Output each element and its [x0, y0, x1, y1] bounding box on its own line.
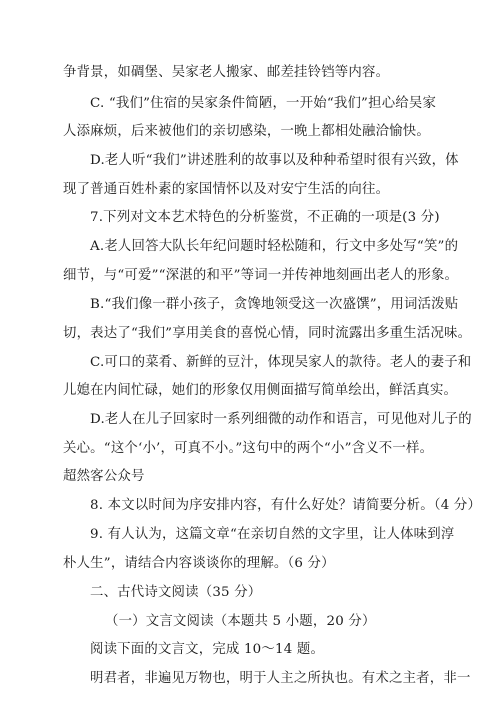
passage-text: 明君者，非遍见万物也，明于人主之所执也。有术之主者，非一	[90, 671, 471, 686]
text-line: 儿媳在内间忙碌，她们的形象仅用侧面描写简单绘出，鲜活真实。	[63, 383, 458, 398]
option-c-line: C.可口的菜肴、新鲜的豆汁，体现吴家人的款待。老人的妻子和	[90, 355, 472, 370]
subsection-heading: （一）文言文阅读（本题共 5 小题，20 分）	[105, 614, 376, 629]
option-d-line: D.老人在儿子回家时一系列细微的动作和语言，可见他对儿子的	[90, 412, 472, 427]
option-d-line: D.老人听“我们”讲述胜利的故事以及种种希望时很有兴致，体	[90, 153, 459, 168]
question-9: 9. 有人认为，这篇文章“在亲切自然的文字里，让人体味到淳	[90, 527, 455, 542]
question-7: 7.下列对文本艺术特色的分析鉴赏，不正确的一项是(3 分)	[90, 210, 440, 225]
option-c-line: C. “我们”住宿的吴家条件简陋，一开始“我们”担心给吴家	[90, 96, 437, 111]
question-8: 8. 本文以时间为序安排内容，有什么好处？请简要分析。（4 分）	[90, 498, 482, 513]
text-line: 人添麻烦，后来被他们的亲切感染，一晚上都相处融洽愉快。	[63, 124, 430, 139]
section-heading: 二、古代诗文阅读（35 分）	[90, 585, 262, 600]
text-line: 争背景，如碉堡、吴家老人搬家、邮差挂铃铛等内容。	[63, 65, 390, 80]
text-line: 切，表达了“我们”享用美食的喜悦心情，同时流露出多重生活况味。	[63, 326, 472, 341]
text-line: 关心。“这个‘小’，可真不小。”这句中的两个“小”含义不一样。	[63, 441, 434, 456]
option-a-line: A.老人回答大队长年纪问题时轻松随和，行文中多处写“笑”的	[90, 239, 459, 254]
reading-instruction: 阅读下面的文言文，完成 10～14 题。	[90, 642, 325, 657]
option-b-line: B.“我们像一群小孩子，贪馋地领受这一次盛馔”，用词活泼贴	[90, 297, 459, 312]
text-line: 现了普通百姓朴素的家国情怀以及对安宁生活的向往。	[63, 182, 390, 197]
text-line: 朴人生”，请结合内容谈谈你的理解。（6 分）	[63, 556, 335, 571]
watermark-text: 超然客公众号	[63, 469, 145, 484]
text-line: 细节，与“可爱”“深湛的和平”等词一并传神地刻画出老人的形象。	[63, 268, 459, 283]
